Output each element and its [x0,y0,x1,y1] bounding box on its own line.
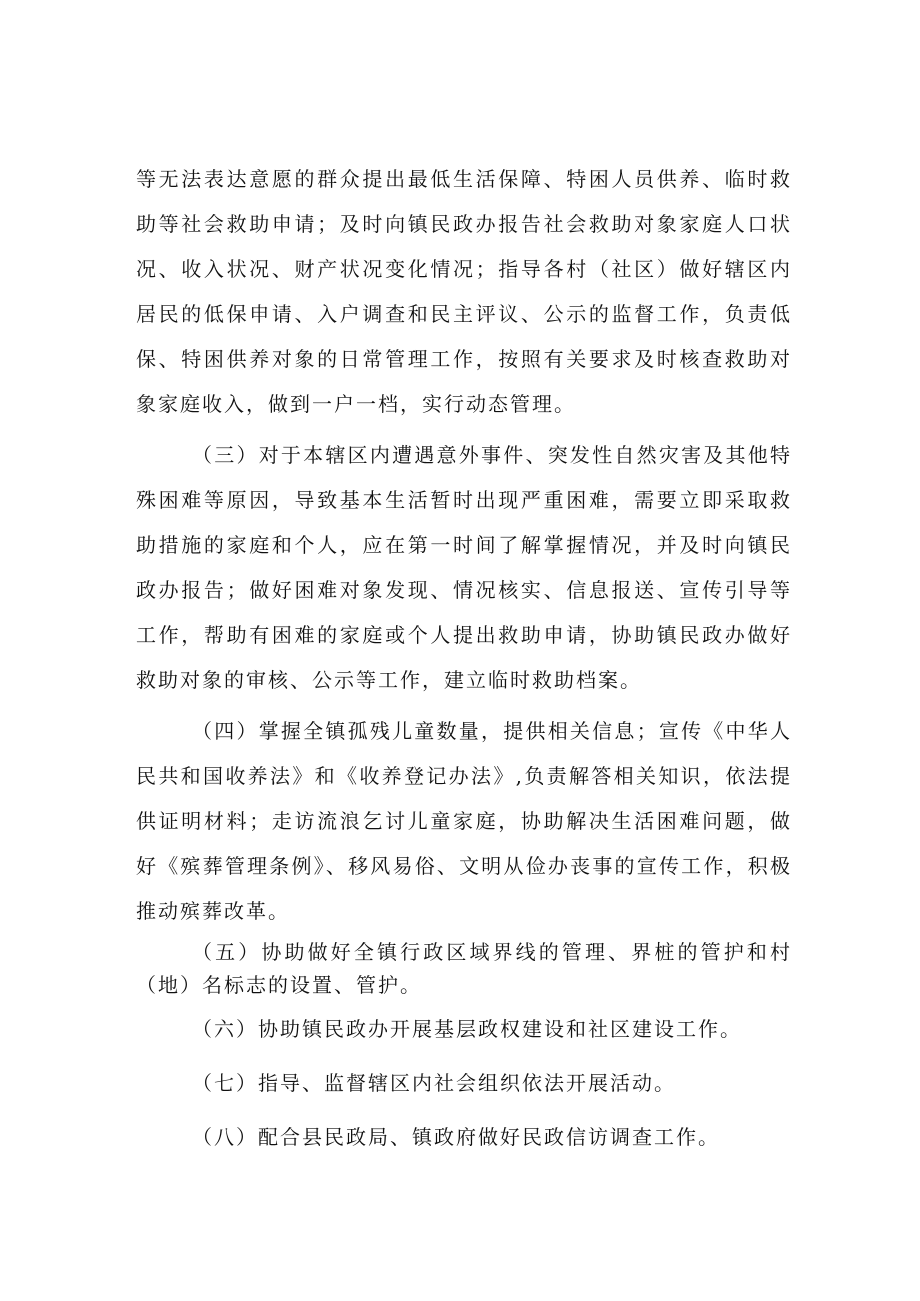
paragraph-eight-petition-investigation: （八）配合县民政局、镇政府做好民政信访调查工作。 [192,1125,720,1149]
paragraph-four-orphan-funeral: （四）掌握全镇孤残儿童数量，提供相关信息；宣传《中华人民共和国收养法》和《收养登记办法》,负责解答相关知识，依法提供证明材料；走访流浪乞讨儿童家庭，协助解决生活困难问题，做好《殡葬管理条例》、移风易俗、文明从俭办丧事的宣传工作，积极推动殡葬改革。 [136,719,792,923]
paragraph-three-temporary-assistance: （三）对于本辖区内遭遇意外事件、突发性自然灾害及其他特殊困难等原因，导致基本生活暂时出现严重困难，需要立即采取救助措施的家庭和个人，应在第一时间了解掌握情况，并及时向镇民政办报告；做好困难对象发现、情况核实、信息报送、宣传引导等工作，帮助有困难的家庭或个人提出救助申请，协助镇民政办做好救助对象的审核、公示等工作，建立临时救助档案。 [136,443,792,692]
paragraph-five-boundary-management: （五）协助做好全镇行政区域界线的管理、界桩的管护和村（地）名标志的设置、管护。 [136,940,792,997]
paragraph-social-assistance-continued: 等无法表达意愿的群众提出最低生活保障、特困人员供养、临时救助等社会救助申请；及时向镇民政办报告社会救助对象家庭人口状况、收入状况、财产状况变化情况；指导各村（社区）做好辖区内居民的低保申请、入户调查和民主评议、公示的监督工作，负责低保、特困供养对象的日常管理工作，按照有关要求及时核查救助对象家庭收入，做到一户一档，实行动态管理。 [136,167,792,416]
paragraph-seven-social-organizations: （七）指导、监督辖区内社会组织依法开展活动。 [192,1071,676,1095]
paragraph-six-grassroots-construction: （六）协助镇民政办开展基层政权建设和社区建设工作。 [192,1017,742,1041]
